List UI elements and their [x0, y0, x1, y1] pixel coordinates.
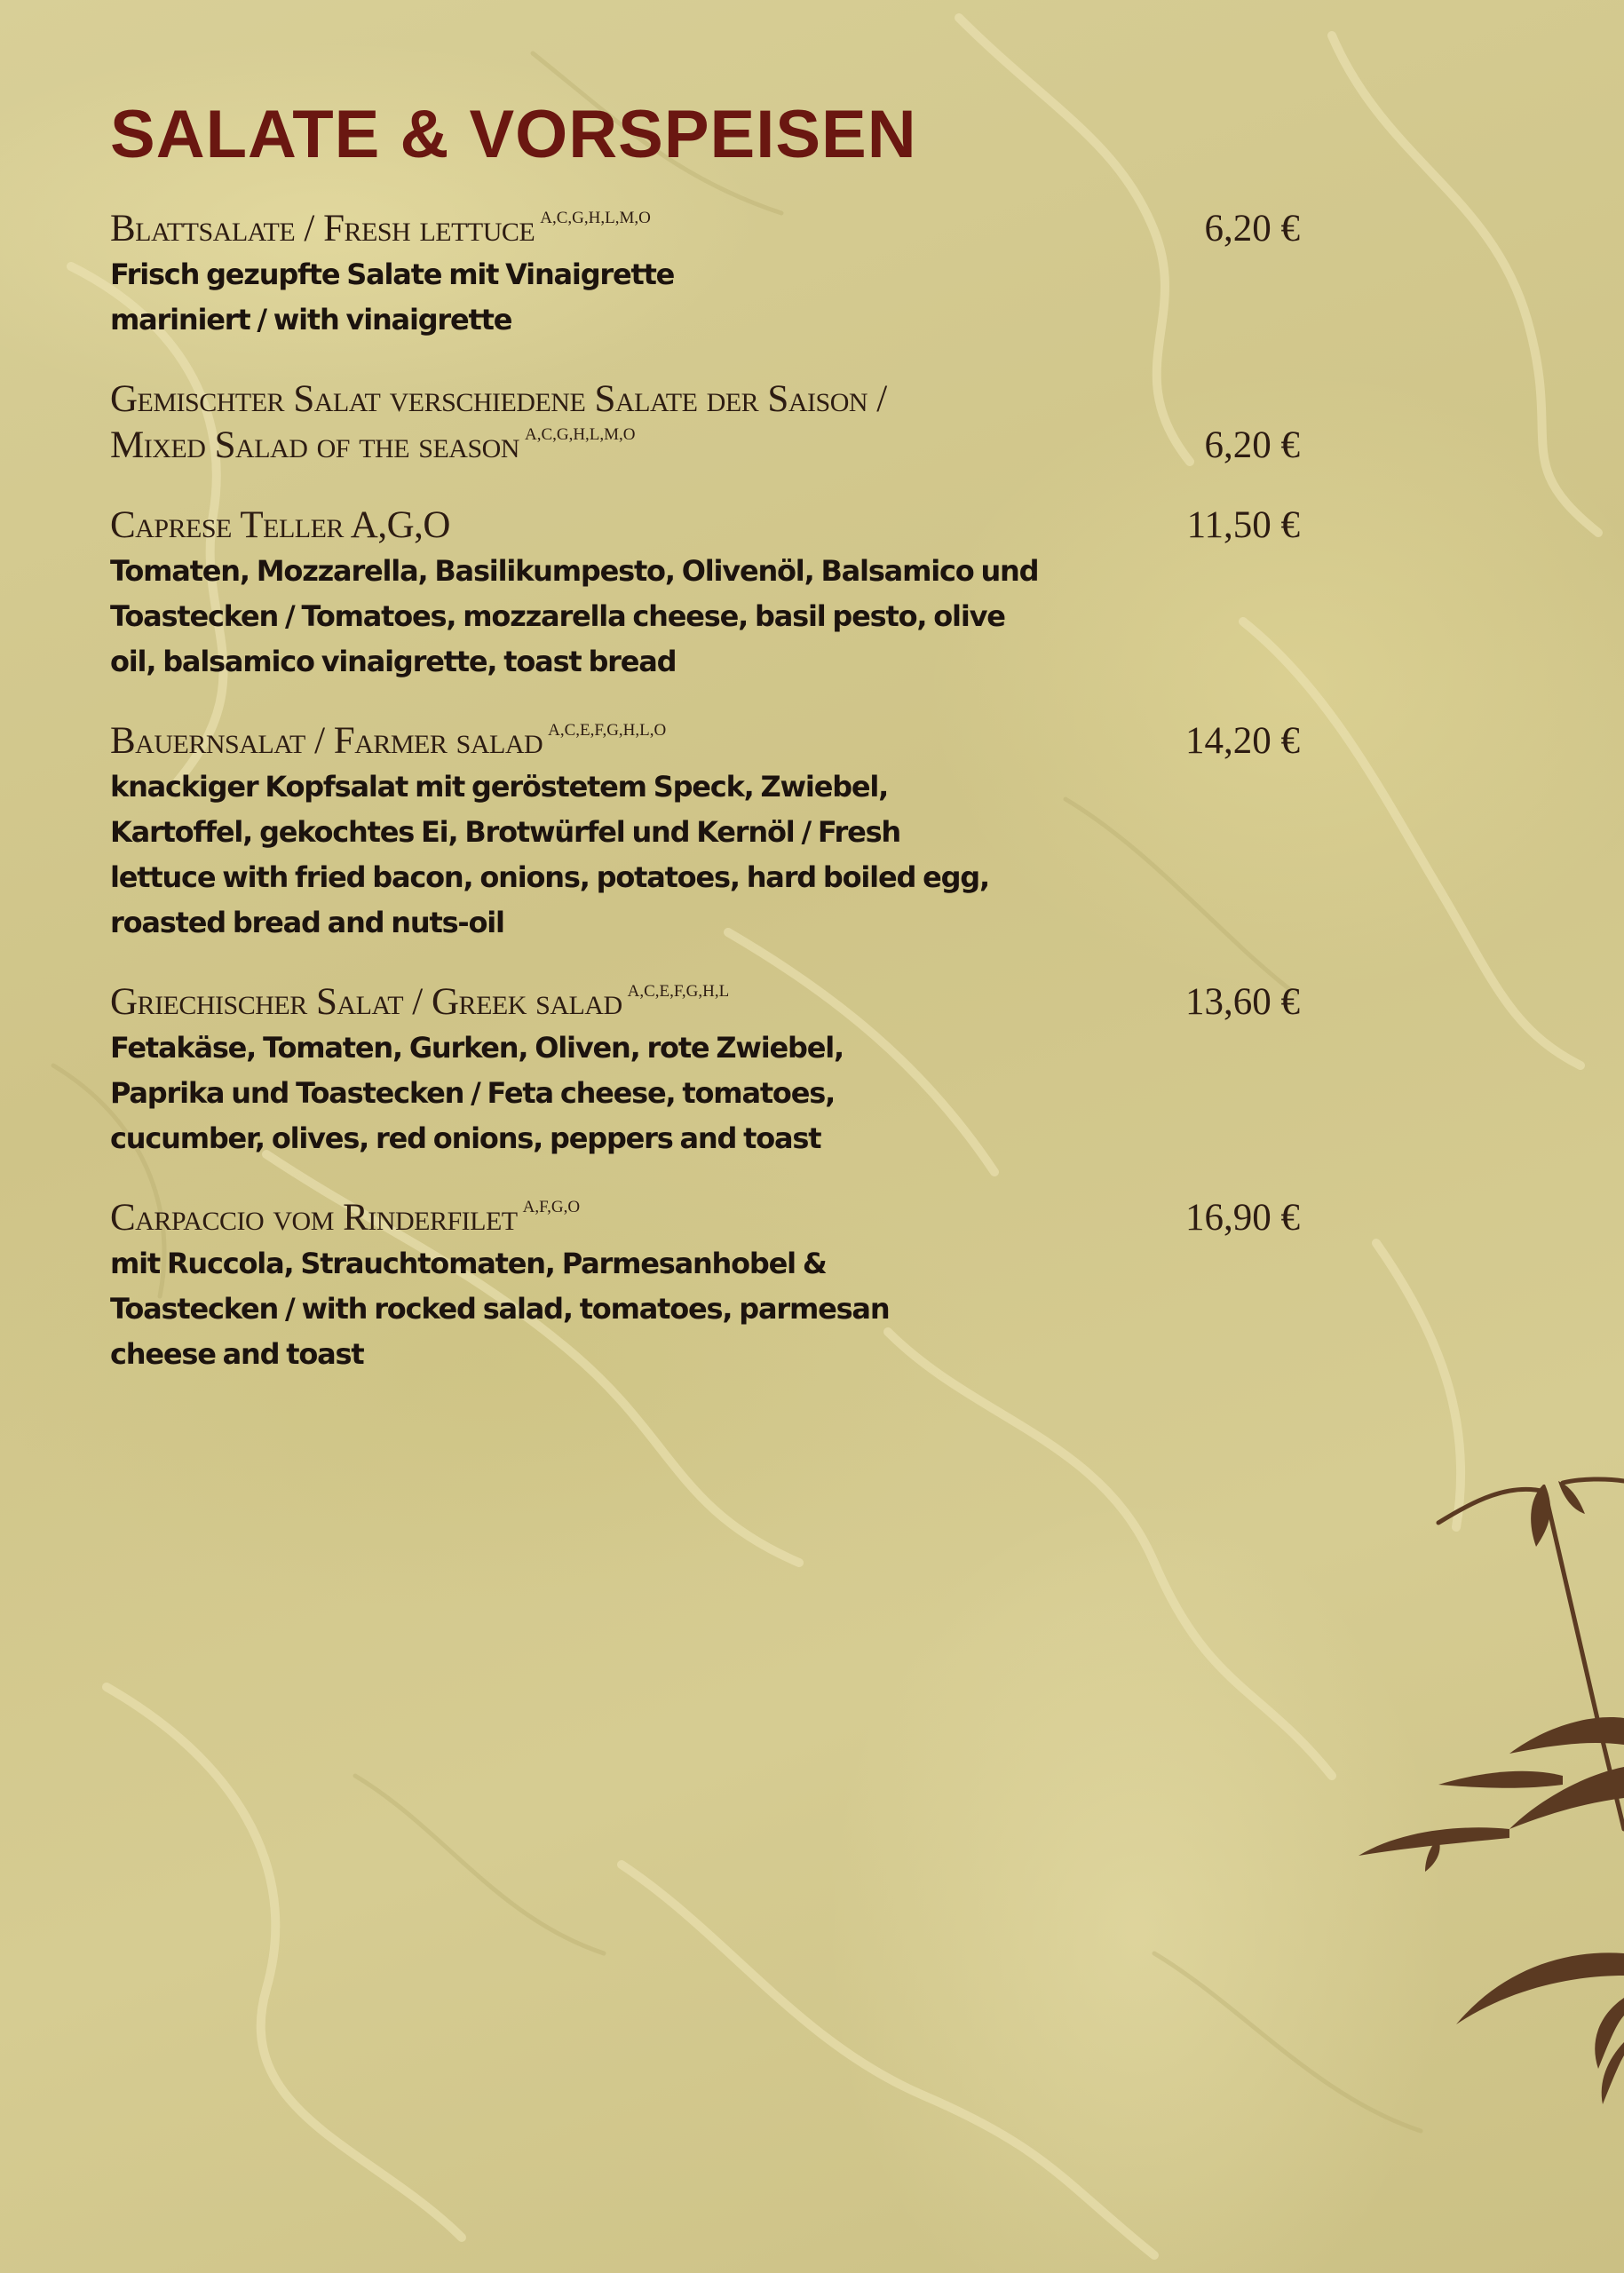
item-description: Tomaten, Mozzarella, Basilikumpesto, Olivenöl, Balsamico und Toastecken / Tomatoes, mozzarella cheese, basil pesto, olive oil, balsamico vinaigrette, toast bread: [110, 553, 1039, 678]
menu-item-blattsalate: [110, 206, 1300, 343]
menu-item-gemischter-salat: [110, 376, 1300, 469]
allergen-codes: A,C,E,F,G,H,L: [627, 981, 730, 1001]
item-price: 13,60 €: [1185, 980, 1300, 1023]
section-title: SALATE & VORSPEISEN: [110, 97, 917, 172]
item-name-line-1: Gemischter Salat verschiedene Salate der Saison /: [110, 377, 887, 420]
menu-item-bauernsalat: [110, 718, 1300, 946]
item-price: 11,50 €: [1186, 503, 1300, 546]
menu-page: [110, 98, 1300, 1411]
allergen-codes: A,F,G,O: [522, 1197, 581, 1216]
menu-item-carpaccio: [110, 1195, 1300, 1377]
item-name: Caprese Teller A,G,O: [110, 503, 450, 546]
item-name-line-2: Mixed Salad of the season: [110, 424, 519, 466]
item-name: Bauernsalat / Farmer salad: [110, 719, 543, 762]
item-price: 6,20 €: [1204, 424, 1300, 466]
allergen-codes: A,C,G,H,L,M,O: [540, 208, 651, 227]
item-name: Blattsalate / Fresh lettuce: [110, 207, 535, 249]
item-price: 16,90 €: [1185, 1196, 1300, 1239]
menu-item-caprese: [110, 503, 1300, 685]
item-name: Griechischer Salat / Greek salad: [110, 980, 622, 1023]
allergen-codes: A,C,G,H,L,M,O: [524, 424, 636, 444]
item-description: knackiger Kopfsalat mit geröstetem Speck, Zwiebel, Kartoffel, gekochtes Ei, Brotwürfel und Kernöl / Fresh lettuce with fried bacon, onions, potatoes, hard boiled egg, roasted bread and nuts-oil: [110, 769, 989, 939]
item-description: Frisch gezupfte Salate mit Vinaigrette mariniert / with vinaigrette: [110, 257, 675, 337]
item-description: mit Ruccola, Strauchtomaten, Parmesanhobel & Toastecken / with rocked salad, tomatoes, parmesan cheese and toast: [110, 1246, 890, 1371]
menu-item-griechischer-salat: [110, 979, 1300, 1161]
item-name: Carpaccio vom Rinderfilet: [110, 1196, 518, 1239]
item-description: Fetakäse, Tomaten, Gurken, Oliven, rote Zwiebel, Paprika und Toastecken / Feta cheese, tomatoes, cucumber, olives, red onions, peppers and toast: [110, 1030, 844, 1155]
allergen-codes: A,C,E,F,G,H,L,O: [548, 720, 667, 740]
item-price: 6,20 €: [1204, 207, 1300, 249]
item-price: 14,20 €: [1185, 719, 1300, 762]
